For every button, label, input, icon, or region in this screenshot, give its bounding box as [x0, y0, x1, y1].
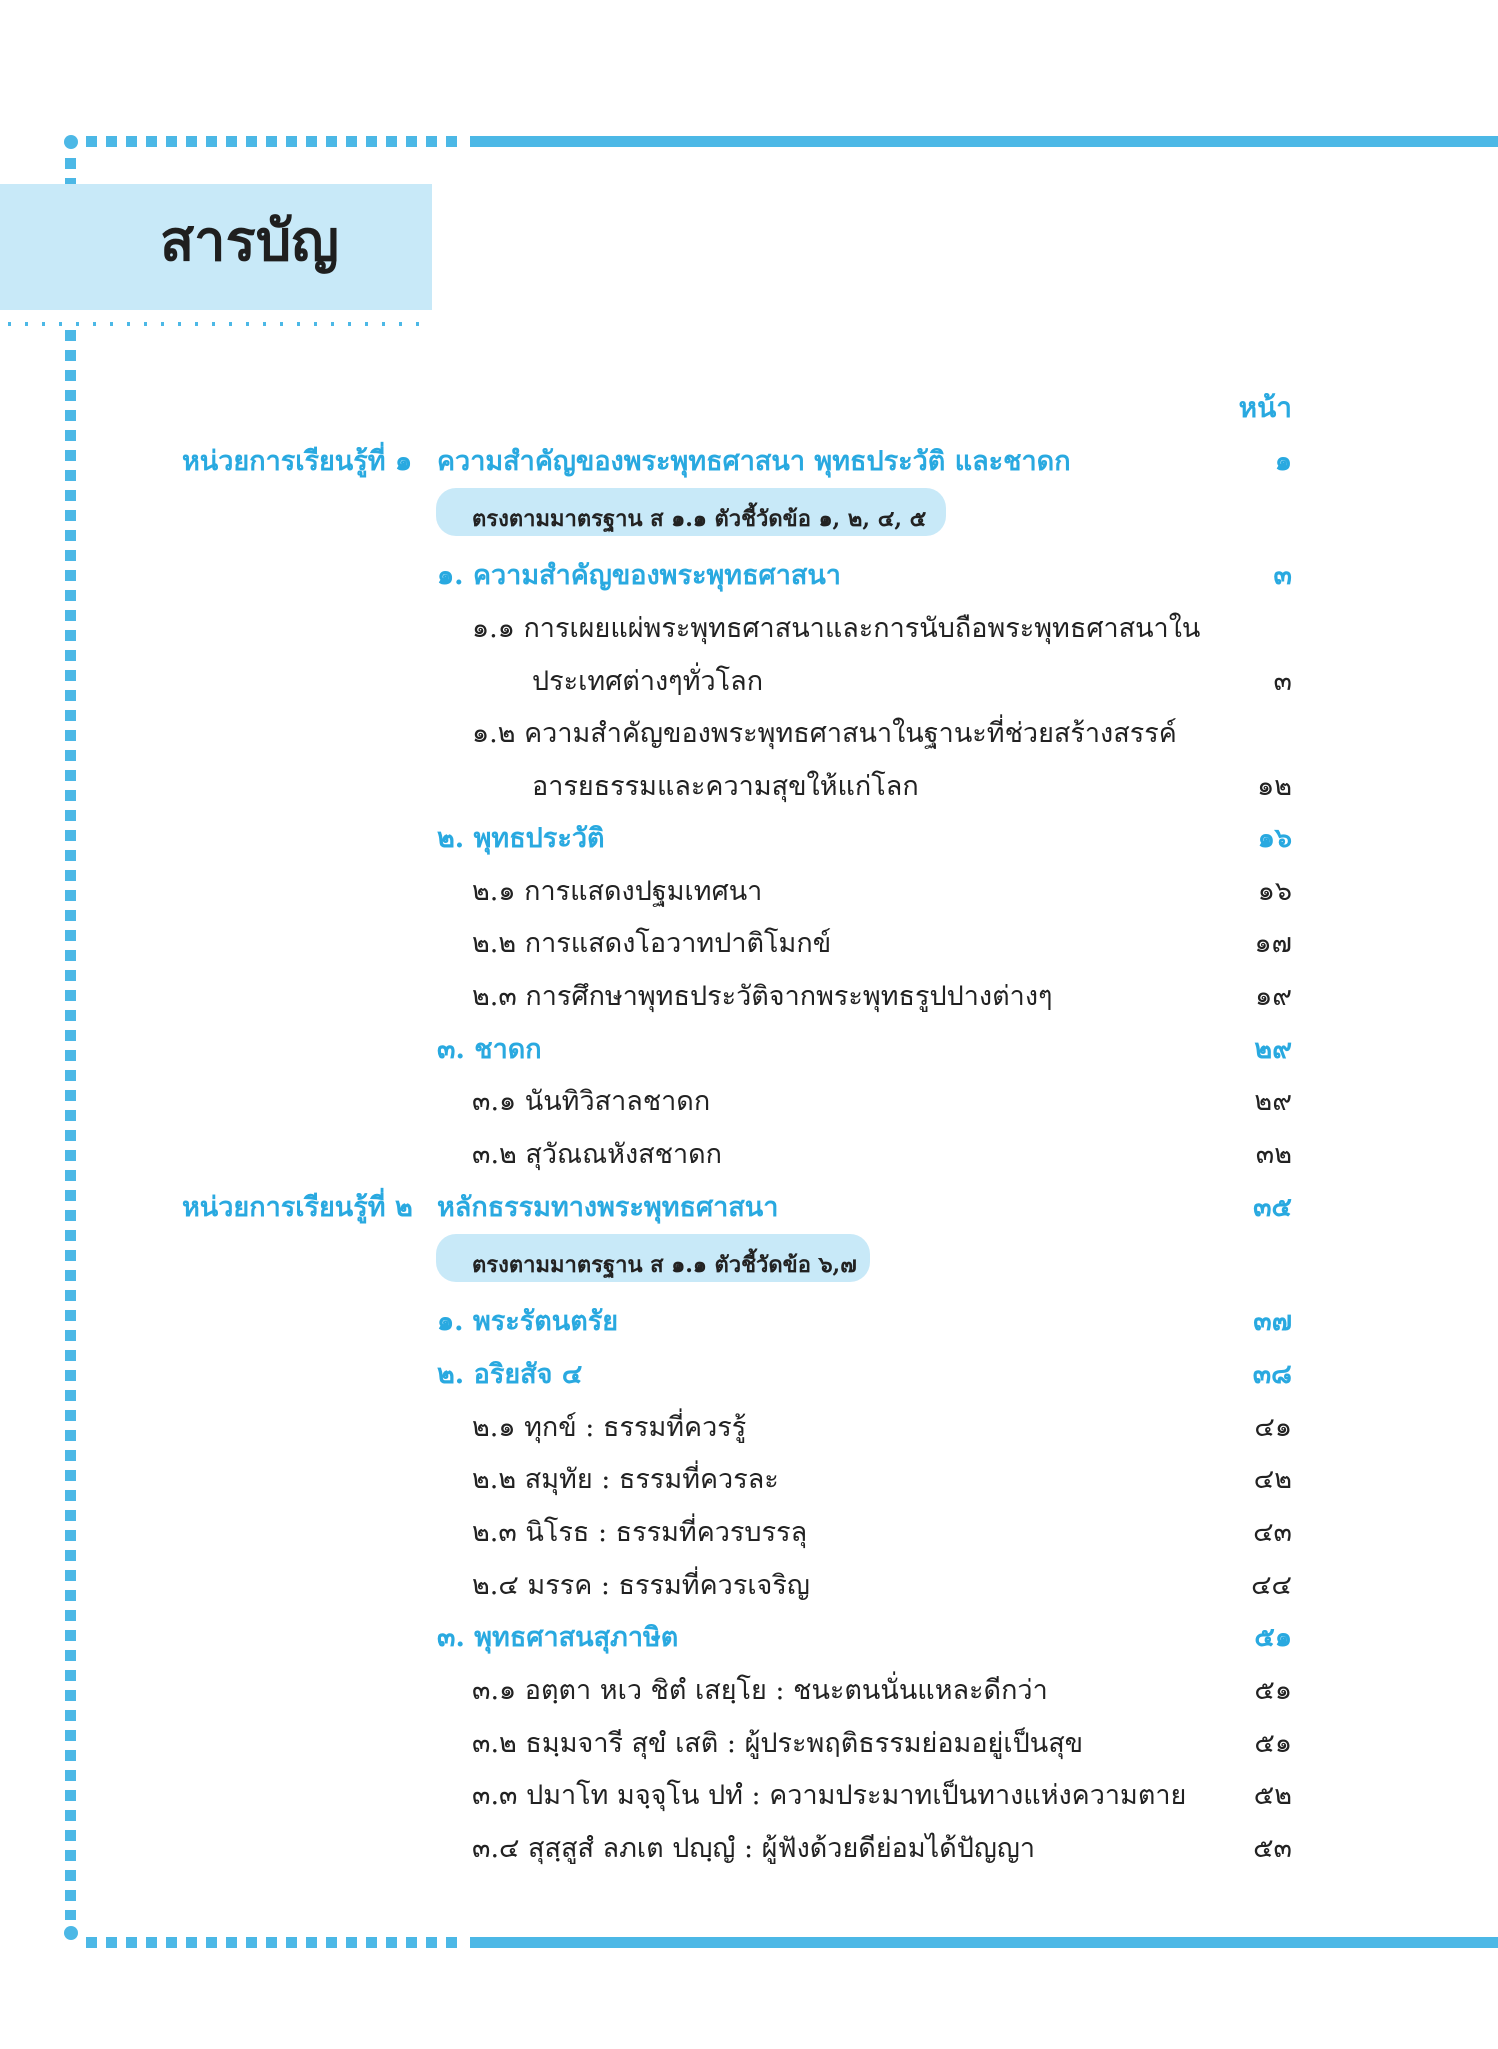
subsection-title[interactable]: ๑.๒ ความสำคัญของพระพุทธศาสนาในฐานะที่ช่วยสร้างสรรค์ — [472, 718, 1177, 749]
frame-corner-dot-bottom — [64, 1926, 78, 1940]
page-number: ๕๓ — [1253, 1833, 1292, 1864]
page-number: ๓๘ — [1252, 1359, 1292, 1390]
subsection-title[interactable]: ๓.๑ นันทิวิสาลชาดก — [472, 1086, 711, 1117]
section-title[interactable]: ๒. พุทธประวัติ — [437, 823, 605, 854]
frame-dotted-left-upper — [65, 158, 76, 184]
subsection-title[interactable]: ๑.๑ การเผยแผ่พระพุทธศาสนาและการนับถือพระพุทธศาสนาใน — [472, 613, 1201, 644]
page-number: ๓๕ — [1253, 1192, 1292, 1223]
subsection-title[interactable]: ๒.๓ การศึกษาพุทธประวัติจากพระพุทธรูปปางต่างๆ — [472, 981, 1053, 1012]
page-number: ๓๒ — [1255, 1139, 1292, 1170]
page-number: ๓๗ — [1253, 1306, 1292, 1337]
unit-title[interactable]: หลักธรรมทางพระพุทธศาสนา — [437, 1192, 779, 1223]
section-title[interactable]: ๒. อริยสัจ ๔ — [437, 1359, 583, 1390]
page-number: ๔๔ — [1251, 1570, 1292, 1601]
frame-bar-bottom — [470, 1937, 1498, 1948]
frame-corner-dot-top — [64, 135, 78, 149]
page-number: ๒๙ — [1254, 1034, 1292, 1065]
page-number: ๓ — [1273, 666, 1292, 697]
standard-badge — [436, 1234, 870, 1282]
page-number: ๕๒ — [1253, 1780, 1292, 1811]
subsection-title-cont[interactable]: อารยธรรมและความสุขให้แก่โลก — [532, 771, 919, 802]
frame-bar-top — [470, 136, 1498, 147]
standard-text: ตรงตามมาตรฐาน ส ๑.๑ ตัวชี้วัดข้อ ๑, ๒, ๔, ๕ — [472, 506, 927, 532]
section-title[interactable]: ๓. ชาดก — [437, 1034, 542, 1065]
page-number: ๔๓ — [1253, 1517, 1292, 1548]
page-number: ๕๑ — [1254, 1622, 1292, 1653]
section-title[interactable]: ๑. ความสำคัญของพระพุทธศาสนา — [437, 560, 841, 591]
subsection-title[interactable]: ๓.๔ สุสฺสูสํ ลภเต ปญฺญํ : ผู้ฟังด้วยดีย่อมได้ปัญญา — [472, 1833, 1036, 1864]
page-number: ๑ — [1274, 446, 1292, 477]
page-number: ๕๑ — [1254, 1675, 1292, 1706]
page-number: ๔๒ — [1253, 1464, 1292, 1495]
frame-dotted-left — [65, 330, 76, 1920]
page-number: ๒๙ — [1254, 1086, 1292, 1117]
page-number: ๑๗ — [1254, 928, 1292, 959]
standard-text: ตรงตามมาตรฐาน ส ๑.๑ ตัวชี้วัดข้อ ๖,๗ — [472, 1252, 857, 1278]
subsection-title[interactable]: ๓.๒ สุวัณณหังสชาดก — [472, 1139, 722, 1170]
page-number: ๔๑ — [1254, 1412, 1292, 1443]
frame-fine-dots — [8, 322, 432, 326]
frame-dotted-top — [86, 136, 466, 147]
subsection-title[interactable]: ๒.๑ ทุกข์ : ธรรมที่ควรรู้ — [472, 1412, 747, 1443]
page-number: ๑๒ — [1257, 771, 1292, 802]
page-number: ๕๑ — [1254, 1728, 1292, 1759]
subsection-title[interactable]: ๓.๒ ธมฺมจารี สุขํ เสติ : ผู้ประพฤติธรรมย่อมอยู่เป็นสุข — [472, 1728, 1084, 1759]
frame-dotted-bottom — [86, 1937, 466, 1948]
page-column-heading: หน้า — [1238, 391, 1292, 424]
page-number: ๑๖ — [1257, 876, 1292, 907]
subsection-title[interactable]: ๒.๑ การแสดงปฐมเทศนา — [472, 876, 763, 907]
unit-label: หน่วยการเรียนรู้ที่ ๑ — [182, 446, 413, 477]
page-number: ๓ — [1273, 560, 1292, 591]
page-number: ๑๖ — [1257, 823, 1292, 854]
standard-badge — [436, 488, 946, 536]
subsection-title[interactable]: ๒.๒ สมุทัย : ธรรมที่ควรละ — [472, 1464, 779, 1495]
page-number: ๑๙ — [1255, 981, 1292, 1012]
subsection-title[interactable]: ๓.๑ อตฺตา หเว ชิตํ เสยฺโย : ชนะตนนั่นแหละดีกว่า — [472, 1675, 1048, 1706]
section-title[interactable]: ๑. พระรัตนตรัย — [437, 1306, 619, 1337]
page-title: สารบัญ — [160, 209, 339, 274]
unit-label: หน่วยการเรียนรู้ที่ ๒ — [182, 1192, 413, 1223]
section-title[interactable]: ๓. พุทธศาสนสุภาษิต — [437, 1622, 679, 1653]
subsection-title[interactable]: ๓.๓ ปมาโท มจฺจุโน ปทํ : ความประมาทเป็นทางแห่งความตาย — [472, 1780, 1187, 1811]
unit-title[interactable]: ความสำคัญของพระพุทธศาสนา พุทธประวัติ และชาดก — [437, 446, 1071, 477]
subsection-title-cont[interactable]: ประเทศต่างๆทั่วโลก — [532, 666, 764, 697]
subsection-title[interactable]: ๒.๓ นิโรธ : ธรรมที่ควรบรรลุ — [472, 1517, 808, 1548]
subsection-title[interactable]: ๒.๔ มรรค : ธรรมที่ควรเจริญ — [472, 1570, 810, 1601]
subsection-title[interactable]: ๒.๒ การแสดงโอวาทปาติโมกข์ — [472, 928, 832, 959]
